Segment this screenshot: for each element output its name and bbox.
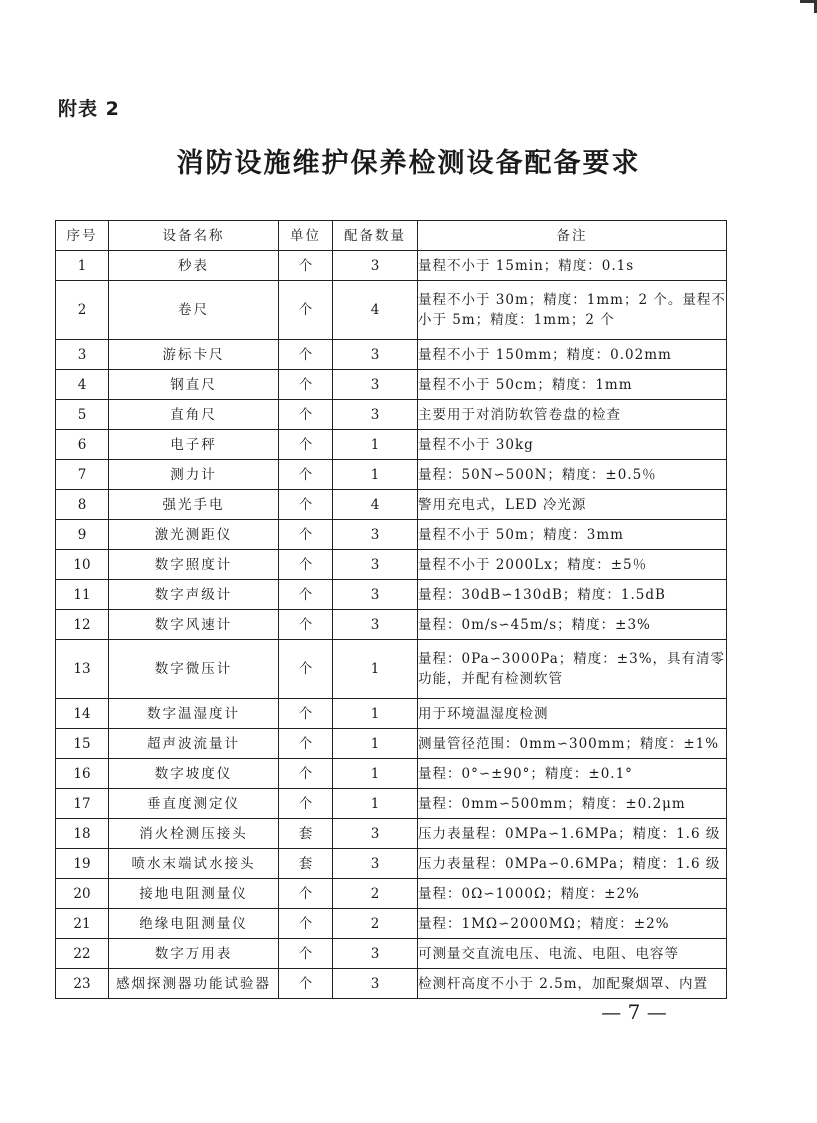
row-number: 8 — [56, 490, 109, 520]
quantity-cell: 1 — [333, 759, 418, 789]
header-qty: 配备数量 — [333, 221, 418, 251]
row-number: 9 — [56, 520, 109, 550]
device-name: 数字温湿度计 — [109, 699, 279, 729]
table-row — [56, 759, 727, 789]
note-cell: 量程：0mm∽500mm；精度：±0.2μm — [418, 789, 727, 819]
unit-cell: 个 — [279, 699, 333, 729]
quantity-cell: 3 — [333, 251, 418, 281]
note-cell: 量程：0Pa∽3000Pa；精度：±3%，具有清零功能，并配有检测软管 — [418, 640, 727, 699]
note-cell: 可测量交直流电压、电流、电阻、电容等 — [418, 939, 727, 969]
quantity-cell: 1 — [333, 430, 418, 460]
device-name: 绝缘电阻测量仪 — [109, 909, 279, 939]
header-unit: 单位 — [279, 221, 333, 251]
quantity-cell: 1 — [333, 460, 418, 490]
note-cell: 主要用于对消防软管卷盘的检查 — [418, 400, 727, 430]
table-body — [56, 251, 727, 999]
table-row — [56, 520, 727, 550]
quantity-cell: 3 — [333, 550, 418, 580]
note-cell: 量程不小于 50m；精度：3mm — [418, 520, 727, 550]
unit-cell: 个 — [279, 969, 333, 999]
device-name: 秒表 — [109, 251, 279, 281]
unit-cell: 个 — [279, 789, 333, 819]
row-number: 1 — [56, 251, 109, 281]
device-name: 卷尺 — [109, 281, 279, 340]
note-cell: 测量管径范围：0mm∽300mm；精度：±1% — [418, 729, 727, 759]
table-row — [56, 580, 727, 610]
quantity-cell: 3 — [333, 340, 418, 370]
note-cell: 量程不小于 150mm；精度：0.02mm — [418, 340, 727, 370]
table-row — [56, 400, 727, 430]
quantity-cell: 4 — [333, 281, 418, 340]
row-number: 10 — [56, 550, 109, 580]
device-name: 数字风速计 — [109, 610, 279, 640]
row-number: 12 — [56, 610, 109, 640]
device-name: 感烟探测器功能试验器 — [109, 969, 279, 999]
table-row — [56, 490, 727, 520]
table-row — [56, 640, 727, 699]
row-number: 17 — [56, 789, 109, 819]
row-number: 22 — [56, 939, 109, 969]
unit-cell: 个 — [279, 251, 333, 281]
header-no: 序号 — [56, 221, 109, 251]
device-name: 直角尺 — [109, 400, 279, 430]
device-name: 游标卡尺 — [109, 340, 279, 370]
row-number: 18 — [56, 819, 109, 849]
table-row — [56, 909, 727, 939]
unit-cell: 个 — [279, 759, 333, 789]
quantity-cell: 3 — [333, 939, 418, 969]
equipment-table — [55, 220, 727, 999]
device-name: 数字坡度仪 — [109, 759, 279, 789]
note-cell: 量程：30dB∽130dB；精度：1.5dB — [418, 580, 727, 610]
device-name: 数字照度计 — [109, 550, 279, 580]
table-row — [56, 729, 727, 759]
note-cell: 量程不小于 50cm；精度：1mm — [418, 370, 727, 400]
quantity-cell: 3 — [333, 969, 418, 999]
device-name: 数字微压计 — [109, 640, 279, 699]
table-row — [56, 281, 727, 340]
unit-cell: 个 — [279, 281, 333, 340]
note-cell: 量程：50N∽500N；精度：±0.5％ — [418, 460, 727, 490]
table-row — [56, 460, 727, 490]
quantity-cell: 3 — [333, 580, 418, 610]
quantity-cell: 3 — [333, 819, 418, 849]
note-cell: 量程：0°∽±90°；精度：±0.1° — [418, 759, 727, 789]
table-row — [56, 610, 727, 640]
device-name: 接地电阻测量仪 — [109, 879, 279, 909]
device-name: 超声波流量计 — [109, 729, 279, 759]
unit-cell: 套 — [279, 819, 333, 849]
table-row — [56, 969, 727, 999]
page-number: — 7 — — [601, 1000, 667, 1024]
unit-cell: 个 — [279, 909, 333, 939]
unit-cell: 套 — [279, 849, 333, 879]
device-name: 喷水末端试水接头 — [109, 849, 279, 879]
unit-cell: 个 — [279, 370, 333, 400]
device-name: 激光测距仪 — [109, 520, 279, 550]
table-row — [56, 251, 727, 281]
page-title: 消防设施维护保养检测设备配备要求 — [176, 148, 641, 179]
row-number: 16 — [56, 759, 109, 789]
table-row — [56, 879, 727, 909]
row-number: 14 — [56, 699, 109, 729]
quantity-cell: 3 — [333, 610, 418, 640]
note-cell: 量程不小于 30kg — [418, 430, 727, 460]
quantity-cell: 3 — [333, 400, 418, 430]
unit-cell: 个 — [279, 610, 333, 640]
table-row — [56, 819, 727, 849]
quantity-cell: 1 — [333, 699, 418, 729]
device-name: 强光手电 — [109, 490, 279, 520]
note-cell: 量程不小于 2000Lx；精度：±5％ — [418, 550, 727, 580]
note-cell: 检测杆高度不小于 2.5m，加配聚烟罩、内置 — [418, 969, 727, 999]
quantity-cell: 1 — [333, 729, 418, 759]
quantity-cell: 1 — [333, 640, 418, 699]
row-number: 2 — [56, 281, 109, 340]
note-cell: 量程不小于 30m；精度：1mm；2 个。量程不小于 5m；精度：1mm；2 个 — [418, 281, 727, 340]
unit-cell: 个 — [279, 340, 333, 370]
quantity-cell: 1 — [333, 789, 418, 819]
row-number: 15 — [56, 729, 109, 759]
note-cell: 警用充电式，LED 冷光源 — [418, 490, 727, 520]
device-name: 电子秤 — [109, 430, 279, 460]
row-number: 5 — [56, 400, 109, 430]
row-number: 7 — [56, 460, 109, 490]
unit-cell: 个 — [279, 430, 333, 460]
table-row — [56, 789, 727, 819]
table-row — [56, 849, 727, 879]
row-number: 19 — [56, 849, 109, 879]
table-header-row — [56, 221, 727, 251]
table-row — [56, 939, 727, 969]
note-cell: 用于环境温湿度检测 — [418, 699, 727, 729]
quantity-cell: 2 — [333, 879, 418, 909]
unit-cell: 个 — [279, 460, 333, 490]
row-number: 4 — [56, 370, 109, 400]
note-cell: 量程：0m/s∽45m/s；精度：±3% — [418, 610, 727, 640]
table-row — [56, 699, 727, 729]
quantity-cell: 4 — [333, 490, 418, 520]
row-number: 13 — [56, 640, 109, 699]
note-cell: 压力表量程：0MPa∽1.6MPa；精度：1.6 级 — [418, 819, 727, 849]
device-name: 消火栓测压接头 — [109, 819, 279, 849]
unit-cell: 个 — [279, 550, 333, 580]
unit-cell: 个 — [279, 520, 333, 550]
device-name: 数字声级计 — [109, 580, 279, 610]
note-cell: 量程：1MΩ∽2000MΩ；精度：±2% — [418, 909, 727, 939]
unit-cell: 个 — [279, 490, 333, 520]
row-number: 20 — [56, 879, 109, 909]
table-row — [56, 430, 727, 460]
unit-cell: 个 — [279, 729, 333, 759]
table-row — [56, 340, 727, 370]
header-name: 设备名称 — [109, 221, 279, 251]
corner-mark — [800, 0, 817, 13]
note-cell: 量程不小于 15min；精度：0.1s — [418, 251, 727, 281]
row-number: 21 — [56, 909, 109, 939]
annex-label: 附表 2 — [58, 98, 120, 120]
table-row — [56, 550, 727, 580]
table-row — [56, 370, 727, 400]
device-name: 垂直度测定仪 — [109, 789, 279, 819]
unit-cell: 个 — [279, 580, 333, 610]
device-name: 钢直尺 — [109, 370, 279, 400]
device-name: 数字万用表 — [109, 939, 279, 969]
device-name: 测力计 — [109, 460, 279, 490]
quantity-cell: 3 — [333, 370, 418, 400]
unit-cell: 个 — [279, 939, 333, 969]
unit-cell: 个 — [279, 879, 333, 909]
header-note: 备注 — [418, 221, 727, 251]
row-number: 3 — [56, 340, 109, 370]
row-number: 11 — [56, 580, 109, 610]
quantity-cell: 3 — [333, 849, 418, 879]
quantity-cell: 3 — [333, 520, 418, 550]
row-number: 23 — [56, 969, 109, 999]
row-number: 6 — [56, 430, 109, 460]
note-cell: 量程：0Ω∽1000Ω；精度：±2% — [418, 879, 727, 909]
note-cell: 压力表量程：0MPa∽0.6MPa；精度：1.6 级 — [418, 849, 727, 879]
quantity-cell: 2 — [333, 909, 418, 939]
unit-cell: 个 — [279, 400, 333, 430]
unit-cell: 个 — [279, 640, 333, 699]
